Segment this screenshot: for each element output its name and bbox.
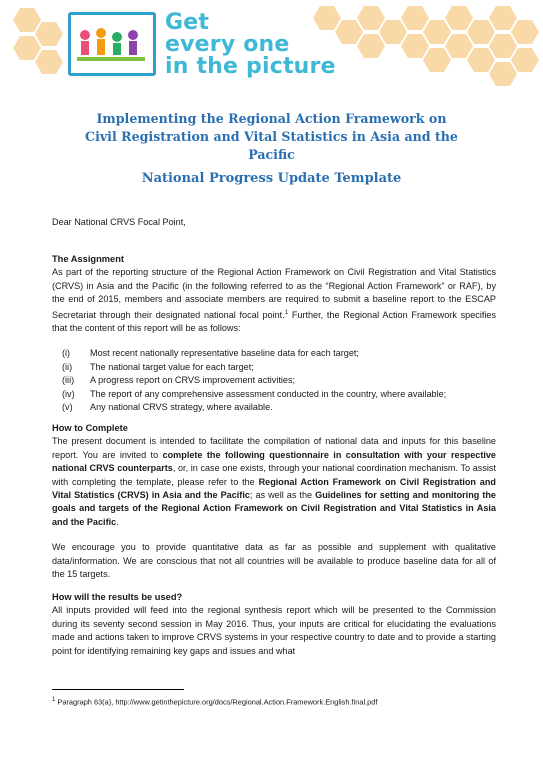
list-item: (iv) The report of any comprehensive assessment conducted in the country, where available; (62, 388, 447, 399)
quantitative-data-paragraph: We encourage you to provide quantitative data as far as possible and supplement with qualitative data/information. We are conscious that not all countries will be available to produce baseline data for all of the 15 targets. (52, 542, 496, 580)
assignment-paragraph: As part of the reporting structure of the Regional Action Framework on Civil Registration and Vital Statistics (CRVS) in Asia and the Pacific (in the following referred to as the “Regional Action Framework” or RAF), by the end of 2015, members and associate members are required to submit a baseline report to the ESCAP Secretariat through their designated national focal point.$^1$ Further, the Regional Action Framework specifies that the content of this report will be as follows: (52, 267, 496, 334)
document-subtitle: National Progress Update Template (141, 171, 402, 186)
logo-wordmark (165, 12, 336, 78)
results-paragraph: All inputs provided will feed into the regional synthesis report which will be presented to the Commission during its seventy second session in May 2016. Thus, your inputs are critical for elucidating the evaluations made and actions taken to improve CRVS systems in your respective country to date and to provide a starting point for identifying remaining key gaps and issues and what (52, 605, 496, 656)
list-item: (i) Most recent nationally representative baseline data for each target; (62, 348, 359, 359)
footnote-link[interactable]: Paragraph 63(a), http://www.getinthepicture.org/docs/Regional.Action.Framework.English.final.pdf (55, 697, 378, 707)
report-contents-list (52, 347, 496, 414)
how-to-complete-paragraph: The present document is intended to facilitate the compilation of national data and inputs for this baseline report. You are invited to complete the following questionnaire in consultation with your respective national CRVS counterparts, or, in case one exists, through your national coordination mechanism. To assist with completing the template, please refer to the Regional Action Framework on Civil Registration and Vital Statistics (CRVS) in Asia and the Pacific; as well as the Guidelines for setting and monitoring the goals and targets of the Regional Action Framework on Civil Registration and Vital Statistics in Asia and the Pacific. (52, 436, 496, 527)
list-item: (ii) The national target value for each target; (62, 361, 254, 372)
how-to-complete-heading: How to Complete (52, 423, 128, 433)
logo-line-1: Get (165, 10, 210, 35)
family-drawing-icon (71, 15, 153, 73)
picture-frame-logo (68, 12, 156, 76)
assignment-heading: The Assignment (52, 254, 124, 264)
results-section (52, 591, 496, 658)
document-title: Implementing the Regional Action Framework on Civil Registration and Vital Statistics in Asia and the Pacific (85, 111, 458, 162)
logo-line-2: every one (165, 32, 290, 57)
how-to-complete-section (52, 422, 496, 581)
logo-line-3: in the picture (165, 54, 336, 79)
footnote: $^1$ Paragraph 63(a), http://www.getinthepicture.org/docs/Regional.Action.Framework.English.final.pdf (52, 697, 378, 707)
greeting[interactable]: Dear National CRVS Focal Point, (52, 217, 186, 227)
footnote-divider (52, 689, 184, 690)
list-item: (v) Any national CRVS strategy, where available. (62, 402, 273, 413)
assignment-section (52, 253, 496, 415)
results-heading: How will the results be used? (52, 592, 183, 602)
list-item: (iii) A progress report on CRVS improvement activities; (62, 375, 296, 386)
footnote-ref[interactable]: 1 (284, 309, 289, 316)
